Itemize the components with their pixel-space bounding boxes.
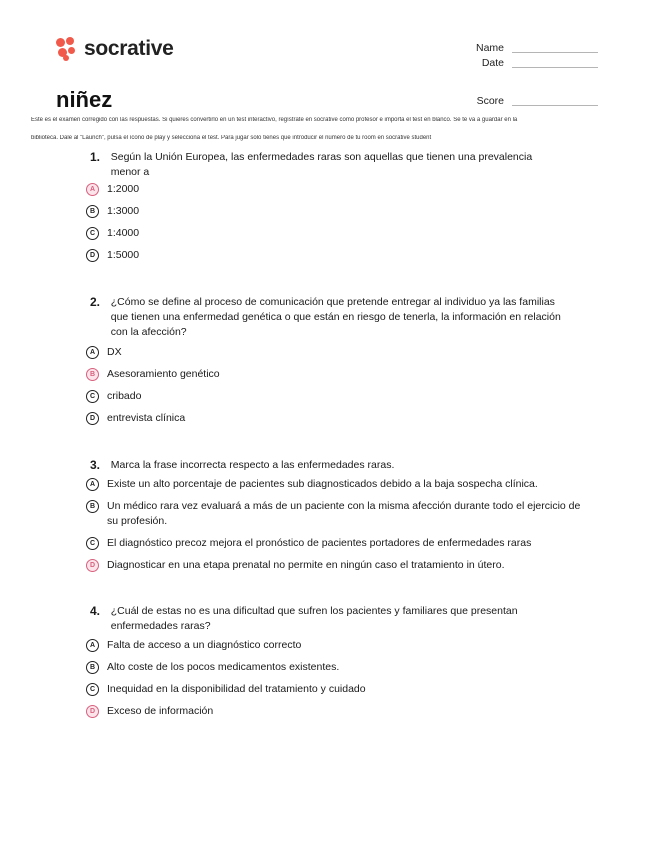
option-letter-badge: B [86,368,99,381]
date-label: Date [481,57,504,69]
option-a[interactable] [86,345,586,360]
option-letter-badge: D [86,249,99,262]
option-letter-badge: C [86,390,99,403]
score-field[interactable] [477,95,598,107]
option-a[interactable] [86,182,586,197]
option-text: Existe un alto porcentaje de pacientes sub diagnosticados debido a la baja sospecha clínica. [107,478,538,490]
score-line [512,96,598,106]
option-text: DX [107,346,122,358]
option-letter-badge: A [86,346,99,359]
question-1 [63,150,563,180]
date-line [512,58,598,68]
question-text: ¿Cuál de estas no es una dificultad que sufren los pacientes y familiares que presentan enfermedades raras? [110,605,518,632]
brand-name: socrative [84,37,174,60]
option-letter-badge: C [86,683,99,696]
option-c[interactable] [86,389,586,404]
option-d[interactable] [86,704,586,719]
question-3 [63,458,563,473]
question-2 [63,295,563,340]
option-text: Diagnosticar en una etapa prenatal no permite en ningún caso el tratamiento in útero. [107,559,505,571]
question-number: 2. [90,295,101,309]
option-text: cribado [107,390,142,402]
option-letter-badge: B [86,205,99,218]
option-letter-badge: D [86,412,99,425]
option-a[interactable] [86,477,586,492]
intro-line-2: biblioteca. Dale al "Launch", pulsa el ícono de play y selecciona el test. Para jugar solo tienes que introducir el número de tu room en socrative student [31,135,432,141]
option-letter-badge: D [86,705,99,718]
option-b[interactable] [86,660,586,675]
option-text: Asesoramiento genético [107,368,220,380]
option-text: entrevista clínica [107,412,186,424]
name-label: Name [475,42,504,54]
option-b[interactable] [86,204,586,219]
option-text: Inequidad en la disponibilidad del tratamiento y cuidado [107,683,366,695]
question-4-options [86,638,586,719]
option-text: Falta de acceso a un diagnóstico correcto [107,639,302,651]
option-letter-badge: A [86,639,99,652]
option-text: 1:5000 [107,249,140,261]
option-letter-badge: A [86,183,99,196]
question-1-options [86,182,586,263]
option-d[interactable] [86,411,586,426]
option-letter-badge: C [86,227,99,240]
question-2-options [86,345,586,426]
question-number: 3. [90,458,101,472]
question-text: Marca la frase incorrecta respecto a las enfermedades raras. [110,459,395,471]
option-letter-badge: B [86,661,99,674]
question-number: 1. [90,150,101,164]
question-text: Según la Unión Europea, las enfermedades raras son aquellas que tienen una prevalencia menor a [110,151,533,178]
option-d[interactable] [86,558,586,573]
option-c[interactable] [86,226,586,241]
option-a[interactable] [86,638,586,653]
socrative-logo [56,37,174,61]
option-letter-badge: B [86,500,99,513]
question-4 [63,604,563,634]
option-text: 1:4000 [107,227,140,239]
question-3-options [86,477,586,573]
option-c[interactable] [86,536,586,551]
question-text: ¿Cómo se define al proceso de comunicación que pretende entregar al individuo ya las familias que tienen una enfermedad genética o que están en riesgo de tenerla, la información en relación con la afección? [110,296,561,338]
option-text: 1:2000 [107,183,140,195]
name-field[interactable] [476,42,598,54]
question-number: 4. [90,604,101,618]
option-text: Alto coste de los pocos medicamentos existentes. [107,661,340,673]
option-text: 1:3000 [107,205,140,217]
option-b[interactable] [86,499,586,529]
option-b[interactable] [86,367,586,382]
option-letter-badge: D [86,559,99,572]
socrative-logo-icon [56,37,78,61]
option-d[interactable] [86,248,586,263]
option-letter-badge: A [86,478,99,491]
option-text: Un médico rara vez evaluará a más de un paciente con la misma afección durante todo el ejercicio de su profesión. [107,500,581,527]
option-letter-badge: C [86,537,99,550]
name-line [512,43,598,53]
score-label: Score [476,95,504,107]
option-text: El diagnóstico precoz mejora el pronóstico de pacientes portadores de enfermedades raras [107,537,532,549]
option-text: Exceso de información [107,705,214,717]
quiz-title: niñez [56,87,113,112]
date-field[interactable] [482,57,598,69]
intro-line-1: Este es el examen corregido con las respuestas. Si quieres convertirlo en un test interactivo, regístrate en socrative como profesor e importa el test en blanco. Se te va a guardar en la [31,117,518,123]
option-c[interactable] [86,682,586,697]
